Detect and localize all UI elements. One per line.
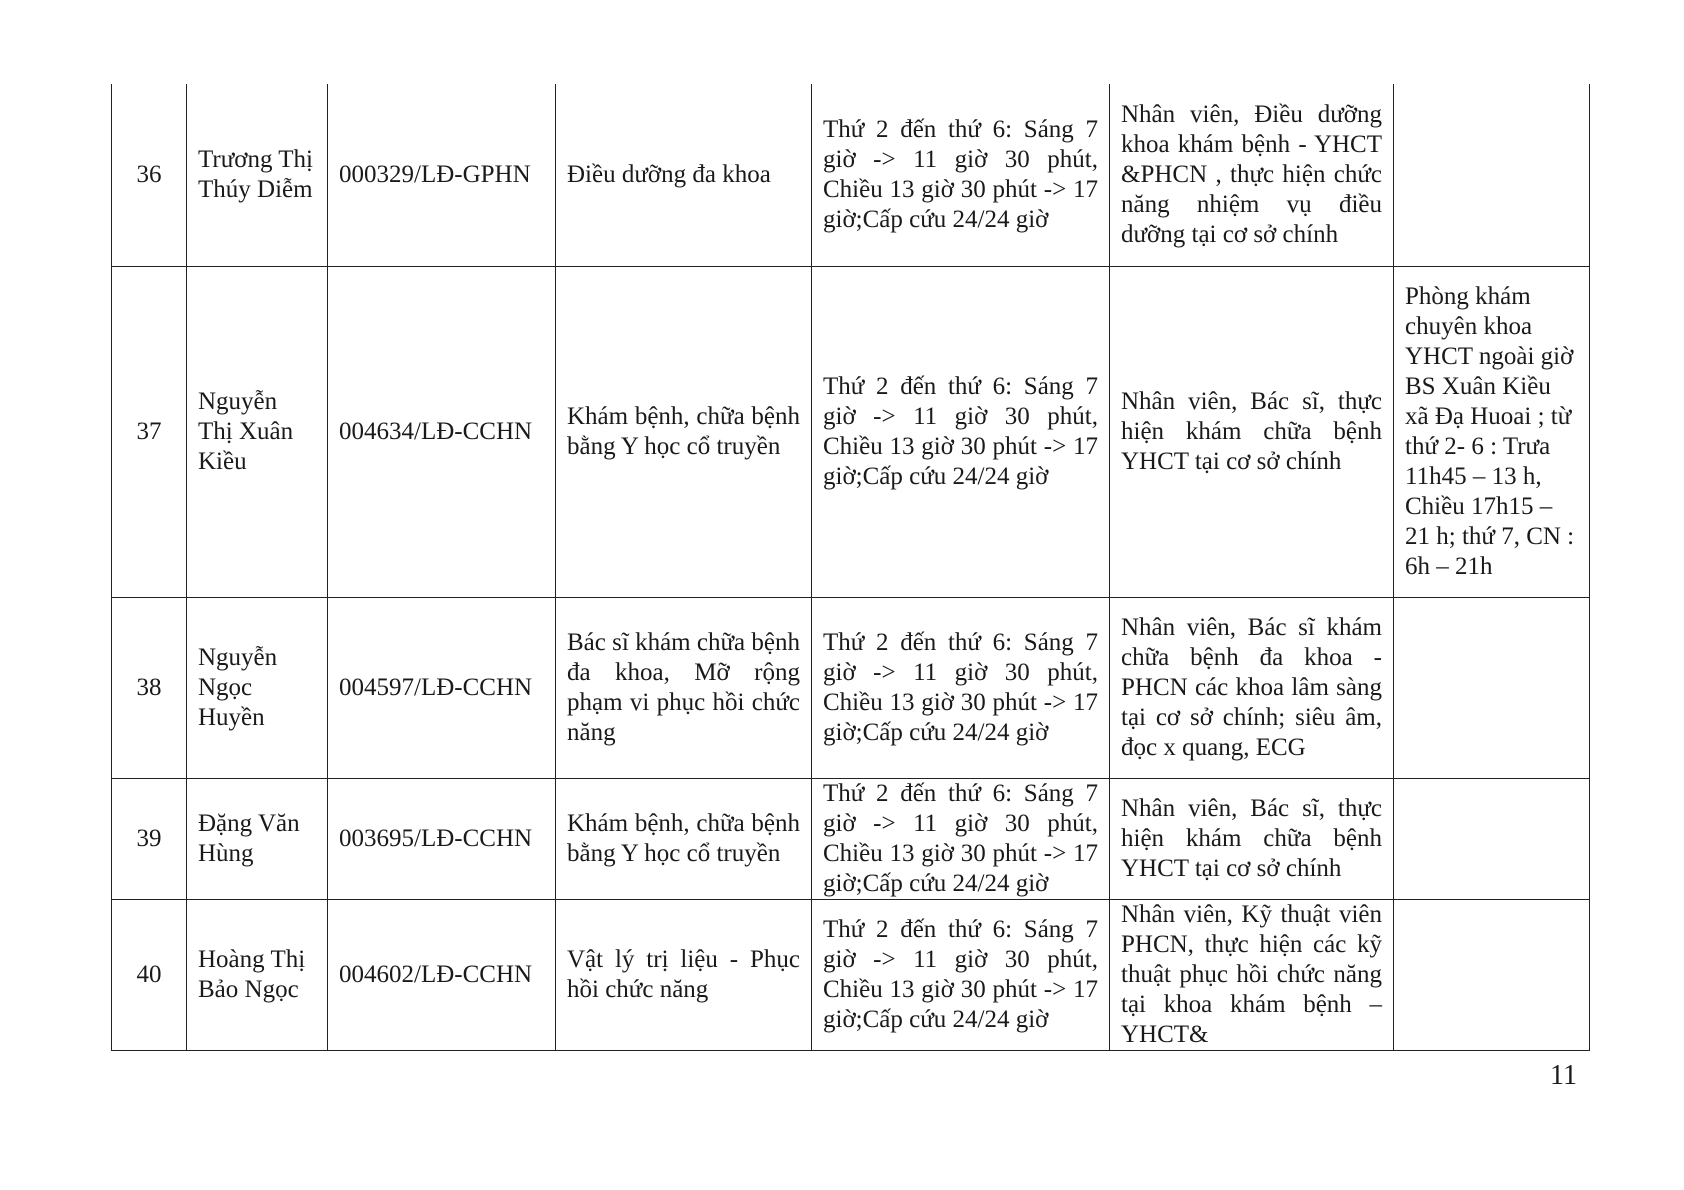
row-number: 39 [112, 778, 187, 899]
position-duty: Nhân viên, Bác sĩ, thực hiện khám chữa bệnh YHCT tại cơ sở chính [1110, 266, 1394, 597]
certificate-number: 004602/LĐ-CCHN [328, 899, 556, 1050]
note [1394, 84, 1590, 266]
note: Phòng khám chuyên khoa YHCT ngoài giờ BS Xuân Kiều xã Đạ Huoai ; từ thứ 2- 6 : Trưa 11h45 – 13 h, Chiều 17h15 – 21 h; thứ 7, CN : 6h – 21h [1394, 266, 1590, 597]
table-row [112, 899, 1590, 1050]
staff-name: Nguyễn Thị Xuân Kiều [187, 266, 328, 597]
practice-scope: Khám bệnh, chữa bệnh bằng Y học cổ truyền [556, 266, 812, 597]
practice-scope: Khám bệnh, chữa bệnh bằng Y học cổ truyền [556, 778, 812, 899]
work-schedule: Thứ 2 đến thứ 6: Sáng 7 giờ -> 11 giờ 30 phút, Chiều 13 giờ 30 phút -> 17 giờ;Cấp cứu 24/24 giờ [812, 597, 1110, 778]
certificate-number: 004634/LĐ-CCHN [328, 266, 556, 597]
work-schedule: Thứ 2 đến thứ 6: Sáng 7 giờ -> 11 giờ 30 phút, Chiều 13 giờ 30 phút -> 17 giờ;Cấp cứu 24/24 giờ [812, 84, 1110, 266]
row-number: 38 [112, 597, 187, 778]
staff-name: Đặng Văn Hùng [187, 778, 328, 899]
staff-name: Hoàng Thị Bảo Ngọc [187, 899, 328, 1050]
staff-name: Trương Thị Thúy Diễm [187, 84, 328, 266]
page-number: 11 [1550, 1060, 1577, 1091]
table-row [112, 778, 1590, 899]
staff-table [111, 84, 1590, 1051]
work-schedule: Thứ 2 đến thứ 6: Sáng 7 giờ -> 11 giờ 30 phút, Chiều 13 giờ 30 phút -> 17 giờ;Cấp cứu 24/24 giờ [812, 778, 1110, 899]
note [1394, 778, 1590, 899]
document-page [111, 84, 1589, 1051]
table-row [112, 597, 1590, 778]
position-duty: Nhân viên, Bác sĩ khám chữa bệnh đa khoa - PHCN các khoa lâm sàng tại cơ sở chính; siêu âm, đọc x quang, ECG [1110, 597, 1394, 778]
table-row [112, 84, 1590, 266]
work-schedule: Thứ 2 đến thứ 6: Sáng 7 giờ -> 11 giờ 30 phút, Chiều 13 giờ 30 phút -> 17 giờ;Cấp cứu 24/24 giờ [812, 899, 1110, 1050]
note [1394, 899, 1590, 1050]
certificate-number: 003695/LĐ-CCHN [328, 778, 556, 899]
practice-scope: Điều dưỡng đa khoa [556, 84, 812, 266]
position-duty: Nhân viên, Điều dưỡng khoa khám bệnh - YHCT &PHCN , thực hiện chức năng nhiệm vụ điều dưỡng tại cơ sở chính [1110, 84, 1394, 266]
table-row [112, 266, 1590, 597]
staff-name: Nguyễn Ngọc Huyền [187, 597, 328, 778]
row-number: 37 [112, 266, 187, 597]
practice-scope: Vật lý trị liệu - Phục hồi chức năng [556, 899, 812, 1050]
row-number: 36 [112, 84, 187, 266]
row-number: 40 [112, 899, 187, 1050]
position-duty: Nhân viên, Bác sĩ, thực hiện khám chữa bệnh YHCT tại cơ sở chính [1110, 778, 1394, 899]
work-schedule: Thứ 2 đến thứ 6: Sáng 7 giờ -> 11 giờ 30 phút, Chiều 13 giờ 30 phút -> 17 giờ;Cấp cứu 24/24 giờ [812, 266, 1110, 597]
practice-scope: Bác sĩ khám chữa bệnh đa khoa, Mỡ rộng phạm vi phục hồi chức năng [556, 597, 812, 778]
certificate-number: 000329/LĐ-GPHN [328, 84, 556, 266]
position-duty: Nhân viên, Kỹ thuật viên PHCN, thực hiện các kỹ thuật phục hồi chức năng tại khoa khám bệnh – YHCT& [1110, 899, 1394, 1050]
note [1394, 597, 1590, 778]
certificate-number: 004597/LĐ-CCHN [328, 597, 556, 778]
